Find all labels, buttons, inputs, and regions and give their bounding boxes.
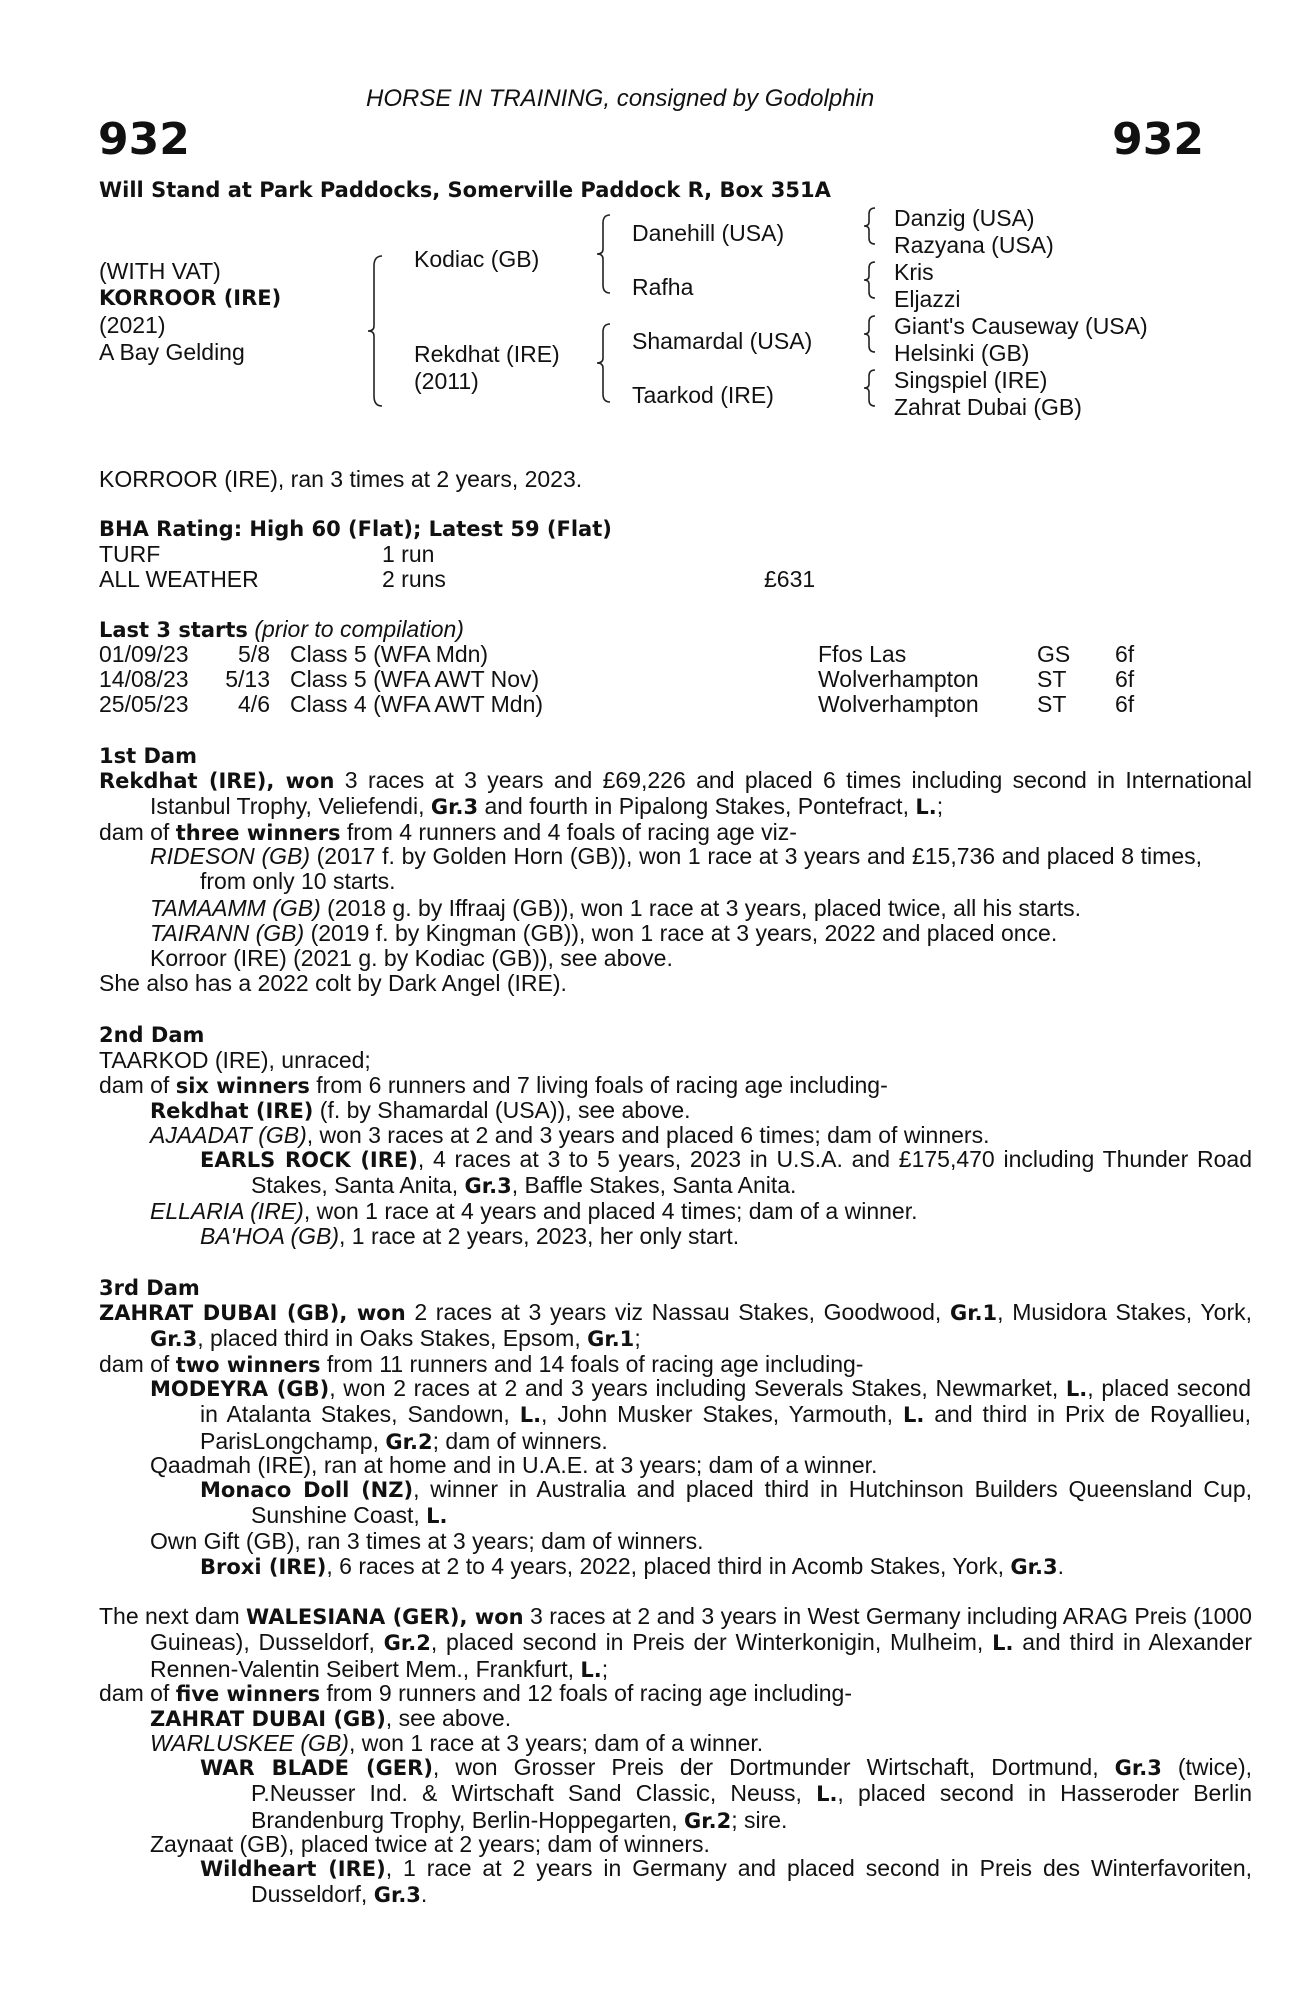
pedigree-bracket-dam [601,322,613,404]
start-course: Wolverhampton [818,691,979,717]
vat-note: (WITH VAT) [99,258,221,284]
pedigree-g1: Danzig (USA) [894,205,1035,231]
start-distance: 6f [1115,666,1135,692]
third-dam-grandfoal: Broxi (IRE), 6 races at 2 to 4 years, 2022, placed third in Acomb Stakes, York, Gr.3. [200,1553,1064,1579]
third-dam-foal: MODEYRA (GB), won 2 races at 2 and 3 years including Severals Stakes, Newmarket, L., placed second in Atalanta Stakes, Sandown, L., John Musker Stakes, Yarmouth, L. and third in Prix de Royallieu, ParisLongchamp, Gr.2; dam of winners. [150,1375,1252,1454]
pedigree-g4: Eljazzi [894,286,961,312]
first-dam-heading: 1st Dam [99,744,197,768]
pedigree-bracket-g2 [867,260,877,300]
start-date: 25/05/23 [99,691,189,717]
horse-name: KORROOR (IRE) [99,286,282,310]
pedigree-bracket-main [372,254,384,408]
third-dam-foal: Own Gift (GB), ran 3 times at 3 years; dam of winners. [150,1528,704,1554]
pedigree-sire-sire: Danehill (USA) [632,220,785,246]
second-dam-foal: AJAADAT (GB), won 3 races at 2 and 3 years and placed 6 times; dam of winners. [150,1122,990,1148]
start-course: Wolverhampton [818,666,979,692]
rating-surface: ALL WEATHER [99,566,259,592]
fourth-dam-grandfoal: WAR BLADE (GER), won Grosser Preis der Dortmunder Wirtschaft, Dortmund, Gr.3 (twice), P.Neusser Ind. & Wirtschaft Sand Classic, Neuss, L., placed second in Hasseroder Berlin Brandenburg Trophy, Berlin-Hoppegarten, Gr.2; sire. [200,1754,1252,1833]
third-dam-heading: 3rd Dam [99,1276,200,1300]
third-dam-produce-line: dam of two winners from 11 runners and 14 foals of racing age including- [99,1351,864,1377]
race-summary: KORROOR (IRE), ran 3 times at 2 years, 2023. [99,466,583,492]
pedigree-g5: Giant's Causeway (USA) [894,313,1148,339]
rating-runs: 2 runs [382,566,446,592]
fourth-dam-foal: Zaynaat (GB), placed twice at 2 years; dam of winners. [150,1831,710,1857]
fourth-dam-grandfoal: Wildheart (IRE), 1 race at 2 years in Germany and placed second in Preis des Winterfavoriten, Dusseldorf, Gr.3. [200,1855,1252,1908]
third-dam-record: ZAHRAT DUBAI (GB), won 2 races at 3 years viz Nassau Stakes, Goodwood, Gr.1, Musidora Stakes, York, Gr.3, placed third in Oaks Stakes, Epsom, Gr.1; [99,1299,1252,1352]
horse-description: A Bay Gelding [99,339,245,365]
pedigree-sire: Kodiac (GB) [414,246,540,272]
bha-rating: BHA Rating: High 60 (Flat); Latest 59 (Flat) [99,517,612,541]
start-date: 01/09/23 [99,641,189,667]
first-dam-foal: TAMAAMM (GB) (2018 g. by Iffraaj (GB)), won 1 race at 3 years, placed twice, all his starts. [150,895,1081,921]
pedigree-g8: Zahrat Dubai (GB) [894,394,1082,420]
lot-number-left: 932 [98,114,190,165]
start-distance: 6f [1115,691,1135,717]
third-dam-grandfoal: Monaco Doll (NZ), winner in Australia and placed third in Hutchinson Builders Queensland Cup, Sunshine Coast, L. [200,1476,1252,1529]
rating-prize: £631 [764,566,816,592]
start-course: Ffos Las [818,641,907,667]
pedigree-g3: Kris [894,259,934,285]
fourth-dam-foal: WARLUSKEE (GB), won 1 race at 3 years; dam of a winner. [150,1730,764,1756]
last-starts-heading: Last 3 starts (prior to compilation) [99,616,464,642]
stand-location: Will Stand at Park Paddocks, Somerville Paddock R, Box 351A [99,178,831,202]
rating-surface: TURF [99,541,161,567]
start-race: Class 4 (WFA AWT Mdn) [290,691,544,717]
fourth-dam-foal: ZAHRAT DUBAI (GB), see above. [150,1705,512,1731]
pedigree-g7: Singspiel (IRE) [894,367,1048,393]
first-dam-note: She also has a 2022 colt by Dark Angel (IRE). [99,970,567,996]
pedigree-dam-sire: Shamardal (USA) [632,328,813,354]
second-dam-grandfoal: BA'HOA (GB), 1 race at 2 years, 2023, her only start. [200,1223,740,1249]
pedigree-bracket-g1 [867,206,877,246]
rating-runs: 1 run [382,541,435,567]
pedigree-g6: Helsinki (GB) [894,340,1030,366]
third-dam-foal: Qaadmah (IRE), ran at home and in U.A.E. at 3 years; dam of a winner. [150,1452,878,1478]
pedigree-dam-year: (2011) [414,368,479,394]
pedigree-bracket-g3 [867,314,877,354]
page-subtitle: HORSE IN TRAINING, consigned by Godolphin [366,85,875,112]
start-date: 14/08/23 [99,666,189,692]
start-going: ST [1037,666,1067,692]
pedigree-bracket-g4 [867,368,877,408]
first-dam-foal: TAIRANN (GB) (2019 f. by Kingman (GB)), won 1 race at 3 years, 2022 and placed once. [150,920,1058,946]
fourth-dam-produce-line: dam of five winners from 9 runners and 12 foals of racing age including- [99,1680,852,1706]
pedigree-g2: Razyana (USA) [894,232,1054,258]
second-dam-produce-line: dam of six winners from 6 runners and 7 living foals of racing age including- [99,1072,888,1098]
start-going: ST [1037,691,1067,717]
pedigree-dam-dam: Taarkod (IRE) [632,382,774,408]
second-dam-record: TAARKOD (IRE), unraced; [99,1047,371,1073]
fourth-dam-record: The next dam WALESIANA (GER), won 3 races at 2 and 3 years in West Germany including ARAG Preis (1000 Guineas), Dusseldorf, Gr.2, placed second in Preis der Winterkonigin, Mulheim, L. and third in Alexander Rennen-Valentin Seibert Mem., Frankfurt, L.; [99,1603,1252,1682]
pedigree-sire-dam: Rafha [632,274,694,300]
start-race: Class 5 (WFA AWT Nov) [290,666,540,692]
start-going: GS [1037,641,1071,667]
first-dam-record: Rekdhat (IRE), won 3 races at 3 years and £69,226 and placed 6 times including second in International Istanbul Trophy, Veliefendi, Gr.3 and fourth in Pipalong Stakes, Pontefract, L.; [99,767,1253,820]
lot-number-right: 932 [1112,114,1204,165]
second-dam-foal: Rekdhat (IRE) (f. by Shamardal (USA)), see above. [150,1097,691,1123]
start-distance: 6f [1115,641,1135,667]
second-dam-grandfoal: EARLS ROCK (IRE), 4 races at 3 to 5 years, 2023 in U.S.A. and £175,470 including Thunder Road Stakes, Santa Anita, Gr.3, Baffle Stakes, Santa Anita. [200,1146,1252,1199]
horse-year: (2021) [99,312,166,338]
first-dam-foal: RIDESON (GB) (2017 f. by Golden Horn (GB)), won 1 race at 3 years and £15,736 and placed 8 times, from only 10 starts. [150,843,1202,895]
first-dam-foal: Korroor (IRE) (2021 g. by Kodiac (GB)), see above. [150,945,673,971]
second-dam-foal: ELLARIA (IRE), won 1 race at 4 years and placed 4 times; dam of a winner. [150,1198,918,1224]
pedigree-bracket-sire [601,213,613,295]
second-dam-heading: 2nd Dam [99,1023,205,1047]
first-dam-produce-line: dam of three winners from 4 runners and 4 foals of racing age viz- [99,819,797,845]
start-race: Class 5 (WFA Mdn) [290,641,489,667]
pedigree-dam: Rekdhat (IRE) [414,341,560,367]
